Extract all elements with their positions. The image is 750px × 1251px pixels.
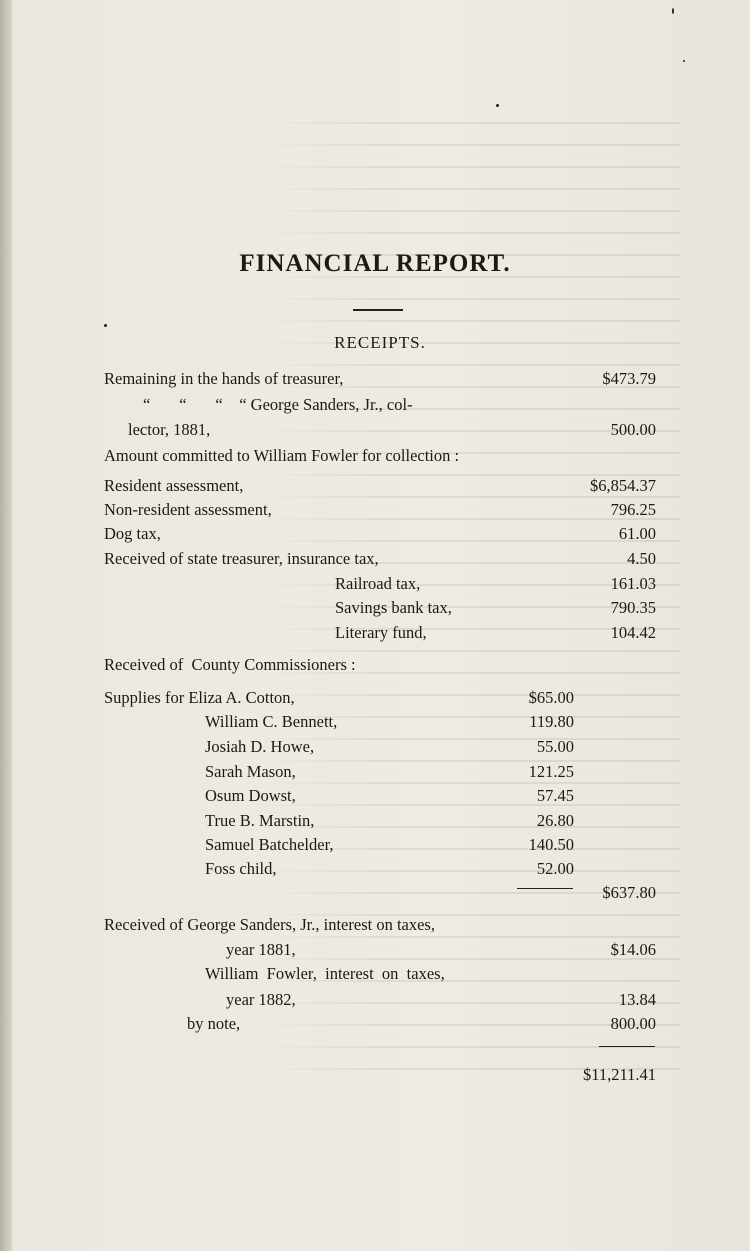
line-amount: $14.06 xyxy=(610,940,656,959)
line-amount: 57.45 xyxy=(536,786,574,805)
line-amount: 161.03 xyxy=(610,574,656,593)
line-text: Railroad tax, xyxy=(335,574,421,593)
line-text: True B. Marstin, xyxy=(205,811,315,830)
line-amount: 13.84 xyxy=(618,990,656,1009)
line-amount: 52.00 xyxy=(536,859,574,878)
line-amount: 55.00 xyxy=(536,737,574,756)
ledger-line xyxy=(0,572,750,596)
ledger-line xyxy=(0,653,750,677)
ledger-line xyxy=(0,988,750,1012)
subtotal-amount: $637.80 xyxy=(602,883,656,902)
ledger-line xyxy=(0,962,750,986)
ledger-line xyxy=(0,833,750,857)
ledger-line xyxy=(0,1063,750,1087)
ledger-line xyxy=(0,621,750,645)
line-amount: $65.00 xyxy=(528,688,574,707)
line-text: year 1882, xyxy=(226,990,296,1009)
line-amount: 121.25 xyxy=(528,762,574,781)
paper-speck xyxy=(104,324,107,327)
ledger-line xyxy=(0,881,750,905)
line-amount: $473.79 xyxy=(602,369,656,388)
line-amount: 4.50 xyxy=(627,549,656,568)
line-text: William C. Bennett, xyxy=(205,712,338,731)
line-text: Osum Dowst, xyxy=(205,786,296,805)
ledger-line xyxy=(0,393,750,417)
line-text: Literary fund, xyxy=(335,623,427,642)
ledger-line xyxy=(0,367,750,391)
line-text: Non-resident assessment, xyxy=(104,500,272,519)
ledger-line xyxy=(0,474,750,498)
line-text: by note, xyxy=(187,1014,241,1033)
line-amount: 104.42 xyxy=(610,623,656,642)
line-amount: 790.35 xyxy=(610,598,656,617)
line-text: Amount committed to William Fowler for collection : xyxy=(104,446,460,465)
ledger-line xyxy=(0,498,750,522)
ledger-line xyxy=(0,735,750,759)
line-text: Sarah Mason, xyxy=(205,762,296,781)
paper-speck xyxy=(496,104,499,107)
ledger-line xyxy=(0,857,750,881)
line-amount: 796.25 xyxy=(610,500,656,519)
line-amount: 26.80 xyxy=(536,811,574,830)
page-title: FINANCIAL REPORT. xyxy=(239,250,511,277)
paper-speck xyxy=(683,60,685,62)
line-text: lector, 1881, xyxy=(128,420,211,439)
line-text: “ “ “ “ George Sanders, Jr., col- xyxy=(143,395,413,414)
paper-speck xyxy=(672,8,674,14)
ledger-line xyxy=(0,913,750,937)
ledger-line xyxy=(0,760,750,784)
line-amount: 119.80 xyxy=(529,712,574,731)
title-divider xyxy=(353,309,403,311)
ledger-line xyxy=(0,547,750,571)
line-amount: 61.00 xyxy=(618,524,656,543)
ledger-line xyxy=(0,596,750,620)
line-text: Resident assessment, xyxy=(104,476,244,495)
ledger-line xyxy=(0,686,750,710)
line-text: year 1881, xyxy=(226,940,296,959)
line-amount: 800.00 xyxy=(610,1014,656,1033)
section-heading: RECEIPTS. xyxy=(334,333,426,352)
line-text: Received of George Sanders, Jr., interest on taxes, xyxy=(104,915,435,934)
ledger-line xyxy=(0,522,750,546)
ledger-line xyxy=(0,710,750,734)
ledger-line xyxy=(0,418,750,442)
ledger-line xyxy=(0,938,750,962)
line-amount: 500.00 xyxy=(610,420,656,439)
line-text: Received of County Commissioners : xyxy=(104,655,356,674)
ledger-line xyxy=(0,1012,750,1036)
line-text: William Fowler, interest on taxes, xyxy=(205,964,445,983)
line-amount: 140.50 xyxy=(528,835,574,854)
ledger-line xyxy=(0,809,750,833)
line-text: Samuel Batchelder, xyxy=(205,835,334,854)
line-text: Josiah D. Howe, xyxy=(205,737,315,756)
ledger-line xyxy=(0,784,750,808)
grand-total-amount: $11,211.41 xyxy=(582,1065,656,1084)
line-text: Dog tax, xyxy=(104,524,161,543)
line-text: Savings bank tax, xyxy=(335,598,452,617)
line-text: Received of state treasurer, insurance tax, xyxy=(104,549,379,568)
line-text: Foss child, xyxy=(205,859,277,878)
line-text: Supplies for Eliza A. Cotton, xyxy=(104,688,295,707)
line-amount: $6,854.37 xyxy=(590,476,656,495)
line-text: Remaining in the hands of treasurer, xyxy=(104,369,344,388)
total-rule xyxy=(599,1046,655,1047)
ledger-line xyxy=(0,444,750,468)
